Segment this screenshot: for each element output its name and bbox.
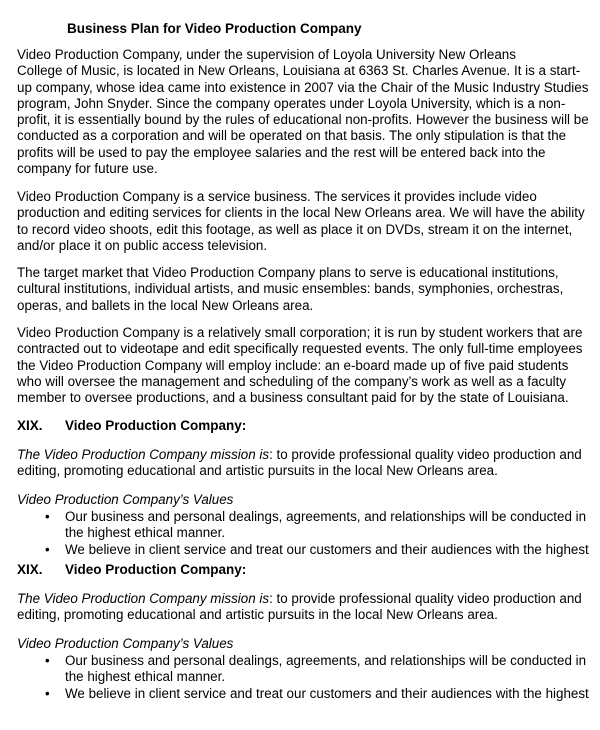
mission-statement (17, 591, 600, 624)
bullet-icon: • (45, 685, 50, 701)
text-line: the highest ethical manner. (65, 525, 226, 541)
bullet-icon: • (45, 509, 50, 524)
section-number: XIX. (17, 562, 43, 577)
values-list (17, 653, 600, 702)
mission-text: : to provide professional quality video production and (269, 447, 582, 462)
text-line: up company, whose idea came into existence in 2007 via the Chair of the Music Industry Studies (17, 79, 589, 95)
list-item (17, 542, 600, 558)
values-list (17, 509, 600, 558)
section-heading (17, 417, 246, 434)
list-item (17, 653, 600, 686)
bullet-icon: • (45, 541, 50, 557)
bullet-icon: • (45, 653, 50, 668)
text-line: The target market that Video Production Company plans to serve is educational institutions, (17, 265, 559, 280)
text-line: Our business and personal dealings, agreements, and relationships will be conducted in (65, 653, 587, 668)
text-line: Video Production Company’s Values (17, 636, 234, 651)
text-line: conducted as a corporation and will be operated on that basis. The only stipulation is that the (17, 128, 567, 144)
text-line: the highest ethical manner. (65, 669, 226, 685)
mission-text: : to provide professional quality video production and (269, 591, 582, 606)
paragraph-organization (17, 325, 600, 406)
text-line: Video Production Company is a service business. The services it provides include video (17, 189, 537, 204)
values-label (17, 492, 600, 508)
text-line: member to oversee productions, and a business consultant paid for by the state of Louisiana. (17, 390, 569, 406)
text-line: company for future use. (17, 161, 158, 177)
text-line: profit, it is essentially bound by the rules of educational non-profits. However the business will be (17, 112, 589, 128)
list-item (17, 686, 600, 702)
text-line: to record video shoots, edit this footage, as well as place it on DVDs, stream it on the internet, (17, 221, 573, 237)
text-line (17, 447, 600, 463)
text-line: College of Music, is located in New Orleans, Louisiana at 6363 St. Charles Avenue. It is a start- (17, 63, 581, 79)
values-label (17, 636, 600, 652)
text-line (17, 591, 600, 607)
list-item (17, 509, 600, 542)
text-line: Our business and personal dealings, agreements, and relationships will be conducted in (65, 509, 587, 524)
paragraph-services (17, 189, 600, 254)
text-line: editing, promoting educational and artistic pursuits in the local New Orleans area. (17, 607, 498, 623)
text-line: who will oversee the management and scheduling of the company’s work as well as a faculty (17, 373, 567, 389)
paragraph-intro (17, 47, 600, 177)
text-line: Video Production Company is a relatively small corporation; it is run by student workers that are (17, 325, 583, 340)
text-line: and/or place it on public access television. (17, 237, 268, 253)
text-line: Video Production Company’s Values (17, 492, 234, 507)
text-line: We believe in client service and treat our customers and their audiences with the highest (65, 541, 589, 557)
mission-label: The Video Production Company mission is (17, 447, 270, 462)
text-line: operas, and ballets in the local New Orleans area. (17, 297, 314, 313)
mission-statement (17, 447, 600, 480)
text-line: cultural institutions, individual artists, and music ensembles: bands, symphonies, orchestras, (17, 281, 564, 297)
text-line: profits will be used to pay the employee salaries and the rest will be entered back into the (17, 144, 546, 160)
section-title: Video Production Company: (65, 418, 247, 433)
text-line: production and editing services for clients in the local New Orleans area. We will have the ability (17, 205, 585, 221)
text-line: the Video Production Company will employ include: an e-board made up of five paid students (17, 357, 569, 373)
section-number: XIX. (17, 418, 43, 433)
section-heading (17, 561, 246, 578)
text-line: Video Production Company, under the supervision of Loyola University New Orleans (17, 47, 516, 62)
section-title: Video Production Company: (65, 562, 247, 577)
mission-label: The Video Production Company mission is (17, 591, 270, 606)
text-line: We believe in client service and treat our customers and their audiences with the highest (65, 685, 589, 701)
text-line: contracted out to videotape and edit specifically requested events. The only full-time employees (17, 341, 583, 357)
text-line: editing, promoting educational and artistic pursuits in the local New Orleans area. (17, 463, 498, 479)
document-title: Business Plan for Video Production Company (67, 21, 362, 36)
paragraph-target-market (17, 265, 600, 314)
text-line: program, John Snyder. Since the company operates under Loyola University, which is a non- (17, 95, 566, 111)
